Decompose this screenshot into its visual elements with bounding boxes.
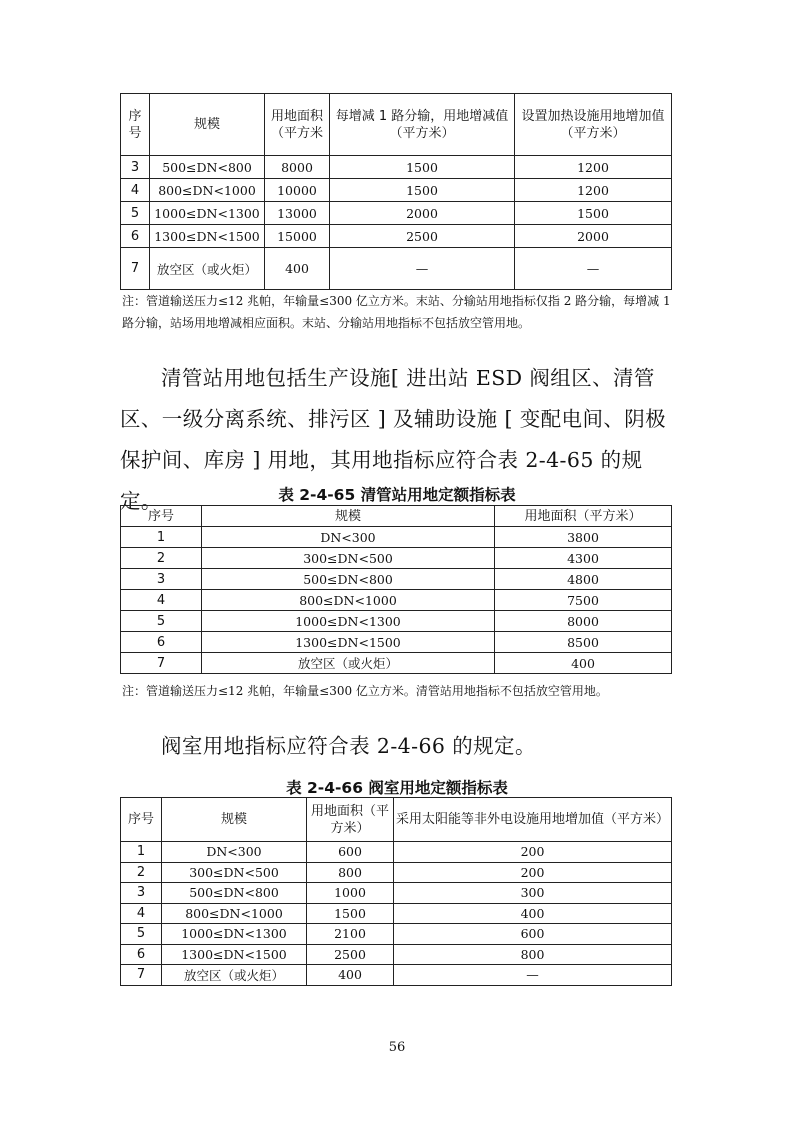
table-cell: 400	[394, 903, 672, 924]
row-seq: 3	[121, 156, 150, 179]
table-cell: DN<300	[162, 842, 307, 863]
table-cell: 2100	[307, 924, 394, 945]
table-cell: 8000	[265, 156, 330, 179]
row-seq: 1	[121, 842, 162, 863]
table2-caption: 表 2-4-65 清管站用地定额指标表	[278, 486, 516, 504]
table-cell: 1200	[515, 156, 672, 179]
table-row	[121, 842, 672, 863]
table-row	[121, 225, 672, 248]
table-cell: —	[394, 965, 672, 986]
table-cell: 4300	[495, 548, 672, 569]
table-cell: 300	[394, 883, 672, 904]
table-row	[121, 248, 672, 290]
col-header-area: 用地面积（平方米	[265, 94, 330, 156]
table-land-use-continued	[120, 93, 672, 290]
col-header-area: 用地面积（平方米）	[495, 506, 672, 527]
table-cell: 1300≤DN<1500	[150, 225, 265, 248]
table-cell: 1000≤DN<1300	[202, 611, 495, 632]
row-seq: 6	[121, 632, 202, 653]
col-header-heating-increase: 设置加热设施用地增加值（平方米）	[515, 94, 672, 156]
table-row	[121, 611, 672, 632]
row-seq: 4	[121, 903, 162, 924]
row-seq: 2	[121, 862, 162, 883]
table-cell: 放空区（或火炬）	[202, 653, 495, 674]
table-cell: 1500	[515, 202, 672, 225]
table-cell: 放空区（或火炬）	[150, 248, 265, 290]
table-row	[121, 156, 672, 179]
table-cell: 500≤DN<800	[162, 883, 307, 904]
row-seq: 6	[121, 944, 162, 965]
table-cell: 1200	[515, 179, 672, 202]
table-cell: 8000	[495, 611, 672, 632]
col-header-seq: 序号	[121, 798, 162, 842]
row-seq: 3	[121, 883, 162, 904]
table-cell: 300≤DN<500	[162, 862, 307, 883]
table-row	[121, 862, 672, 883]
row-seq: 3	[121, 569, 202, 590]
table-cell: —	[330, 248, 515, 290]
table-cell: 800≤DN<1000	[202, 590, 495, 611]
table-cell: 4800	[495, 569, 672, 590]
table-row	[121, 632, 672, 653]
table-cell: —	[515, 248, 672, 290]
table-cell: 300≤DN<500	[202, 548, 495, 569]
row-seq: 7	[121, 965, 162, 986]
table-cell: 1500	[307, 903, 394, 924]
table-cell: 200	[394, 862, 672, 883]
table-cell: 1000≤DN<1300	[150, 202, 265, 225]
table3-caption: 表 2-4-66 阀室用地定额指标表	[286, 779, 508, 797]
row-seq: 7	[121, 248, 150, 290]
table-cell: 7500	[495, 590, 672, 611]
table-row	[121, 903, 672, 924]
table1-note: 注：管道输送压力≤12 兆帕，年输量≤300 亿立方米。末站、分输站用地指标仅指 2 路分输，每增减 1 路分输，站场用地增减相应面积。末站、分输站用地指标不包括放空管用地。	[122, 294, 671, 330]
table-cell: 800	[394, 944, 672, 965]
col-header-scale: 规模	[162, 798, 307, 842]
row-seq: 6	[121, 225, 150, 248]
table-cell: 600	[394, 924, 672, 945]
table-row	[121, 527, 672, 548]
table-cell: 1300≤DN<1500	[162, 944, 307, 965]
table-cell: 600	[307, 842, 394, 863]
table-cell: 400	[265, 248, 330, 290]
table-cell: 200	[394, 842, 672, 863]
table-row	[121, 202, 672, 225]
row-seq: 5	[121, 611, 202, 632]
row-seq: 7	[121, 653, 202, 674]
table-cell: 800	[307, 862, 394, 883]
table-row	[121, 590, 672, 611]
table2-note: 注：管道输送压力≤12 兆帕，年输量≤300 亿立方米。清管站用地指标不包括放空管用地。	[122, 684, 608, 698]
col-header-scale: 规模	[202, 506, 495, 527]
table-row	[121, 924, 672, 945]
table-cell: 1300≤DN<1500	[202, 632, 495, 653]
paragraph-pigging-station: 清管站用地包括生产设施[ 进出站 ESD 阀组区、清管区、一级分离系统、排污区 ] 及辅助设施 [ 变配电间、阴极保护间、库房 ] 用地，其用地指标应符合表 2-4-65 的规定。	[120, 366, 667, 513]
row-seq: 1	[121, 527, 202, 548]
table-cell: 1500	[330, 179, 515, 202]
table-cell: 10000	[265, 179, 330, 202]
table-row	[121, 179, 672, 202]
table-row	[121, 944, 672, 965]
col-header-seq: 序号	[121, 506, 202, 527]
table-cell: DN<300	[202, 527, 495, 548]
table-cell: 8500	[495, 632, 672, 653]
table-cell: 2000	[515, 225, 672, 248]
table-cell: 500≤DN<800	[202, 569, 495, 590]
table-row	[121, 965, 672, 986]
table-cell: 2500	[307, 944, 394, 965]
table-cell: 1500	[330, 156, 515, 179]
col-header-branch-change: 每增减 1 路分输，用地增减值（平方米）	[330, 94, 515, 156]
table-cell: 2000	[330, 202, 515, 225]
table-cell: 800≤DN<1000	[150, 179, 265, 202]
table-row	[121, 569, 672, 590]
table-row	[121, 883, 672, 904]
row-seq: 5	[121, 202, 150, 225]
table-cell: 800≤DN<1000	[162, 903, 307, 924]
paragraph-valve-room: 阀室用地指标应符合表 2-4-66 的规定。	[161, 734, 536, 758]
table-cell: 1000≤DN<1300	[162, 924, 307, 945]
table-cell: 400	[495, 653, 672, 674]
row-seq: 2	[121, 548, 202, 569]
table-cell: 3800	[495, 527, 672, 548]
row-seq: 5	[121, 924, 162, 945]
table-cell: 400	[307, 965, 394, 986]
table-cell: 13000	[265, 202, 330, 225]
table-row	[121, 653, 672, 674]
row-seq: 4	[121, 590, 202, 611]
col-header-seq: 序号	[121, 94, 150, 156]
table-cell: 15000	[265, 225, 330, 248]
page-number: 56	[388, 1040, 406, 1055]
col-header-solar-increase: 采用太阳能等非外电设施用地增加值（平方米）	[394, 798, 672, 842]
table-cell: 放空区（或火炬）	[162, 965, 307, 986]
table-cell: 500≤DN<800	[150, 156, 265, 179]
row-seq: 4	[121, 179, 150, 202]
table-cell: 1000	[307, 883, 394, 904]
table-valve-room	[120, 797, 672, 986]
table-cell: 2500	[330, 225, 515, 248]
table-row	[121, 548, 672, 569]
table-pigging-station	[120, 505, 672, 674]
col-header-scale: 规模	[150, 94, 265, 156]
col-header-area: 用地面积（平方米）	[307, 798, 394, 842]
